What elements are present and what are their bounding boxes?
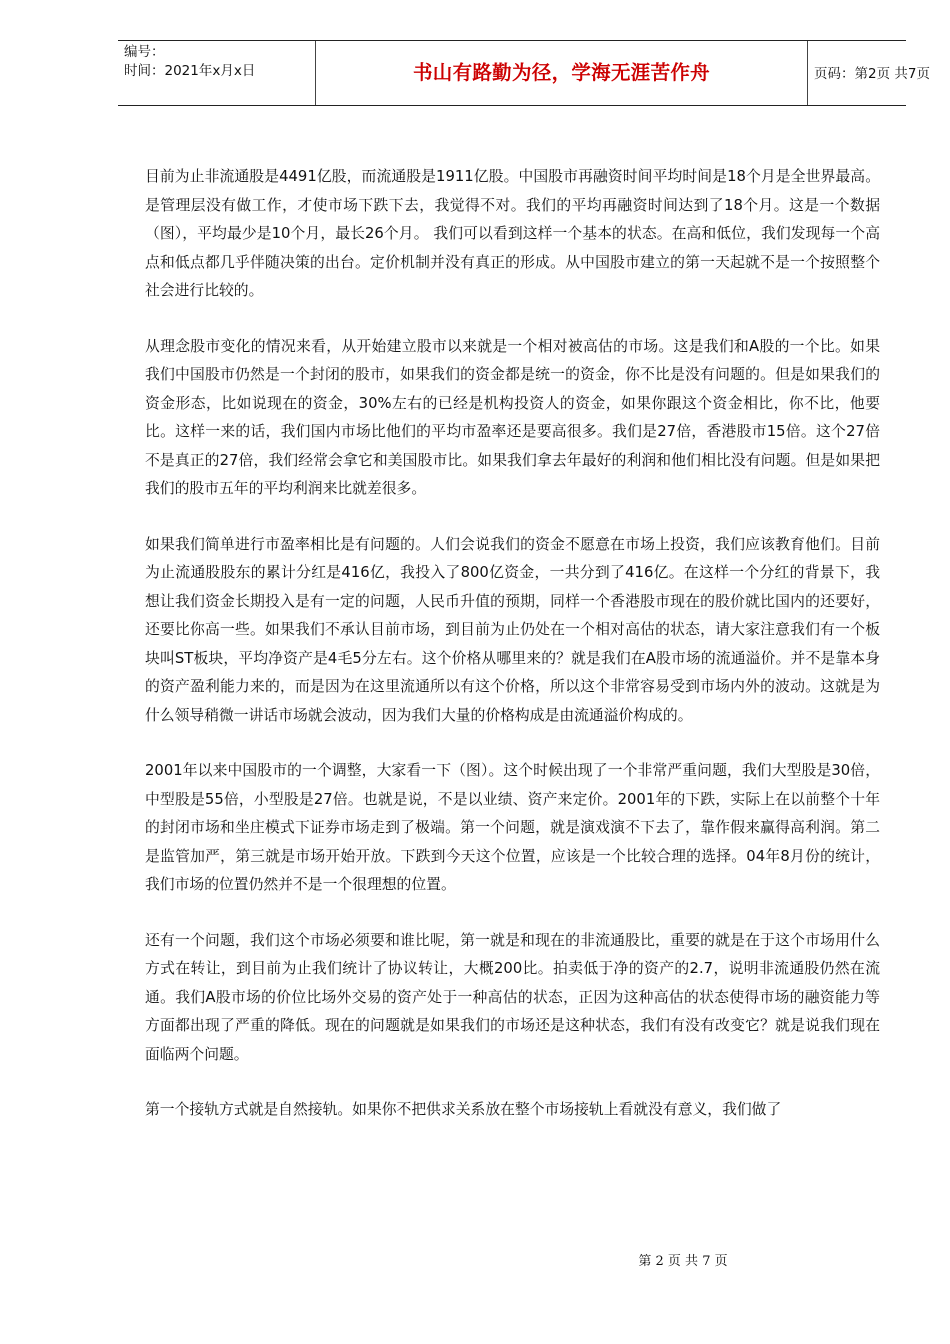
time-label: 时间：2021年x月x日 bbox=[124, 63, 256, 79]
paragraph: 如果我们简单进行市盈率相比是有问题的。人们会说我们的资金不愿意在市场上投资，我们应该教育他们。目前为止流通股股东的累计分红是416亿，我投入了800亿资金，一共分到了416亿。在这样一个分红的背景下，我想让我们资金长期投入是有一定的问题，人民币升值的预期，同样一个香港股市现在的股价就比国内的还要好，还要比你高一些。如果我们不承认目前市场，到目前为止仍处在一个相对高估的状态，请大家注意我们有一个板块叫ST板块，平均净资产是4毛5分左右。这个价格从哪里来的？就是我们在A股市场的流通溢价。并不是靠本身的资产盈利能力来的，而是因为在这里流通所以有这个价格，所以这个非常容易受到市场内外的波动。这就是为什么领导稍微一讲话市场就会波动，因为我们大量的价格构成是由流通溢价构成的。 bbox=[145, 535, 880, 724]
paragraph: 从理念股市变化的情况来看，从开始建立股市以来就是一个相对被高估的市场。这是我们和A股的一个比。如果我们中国股市仍然是一个封闭的股市，如果我们的资金都是统一的资金，你不比是没有问题的。但是如果我们的资金形态，比如说现在的资金，30%左右的已经是机构投资人的资金，如果你跟这个资金相比，你不比，他要比。这样一来的话，我们国内市场比他们的平均市盈率还是要高很多。我们是27倍，香港股市15倍。这个27倍不是真正的27倍，我们经常会拿它和美国股市比。如果我们拿去年最好的利润和他们相比没有问题。但是如果把我们的股市五年的平均利润来比就差很多。 bbox=[145, 337, 880, 497]
number-label: 编号： bbox=[124, 44, 165, 60]
page-header bbox=[118, 40, 930, 106]
header-page-info: 页码：第2页 共7页 bbox=[814, 66, 930, 82]
footer-page-number: 第 2 页 共 7 页 bbox=[638, 1254, 728, 1269]
page-footer bbox=[0, 1250, 950, 1269]
document-body bbox=[145, 163, 880, 1152]
paragraph: 第一个接轨方式就是自然接轨。如果你不把供求关系放在整个市场接轨上看就没有意义，我们做了 bbox=[145, 1101, 782, 1118]
paragraph: 2001年以来中国股市的一个调整，大家看一下（图）。这个时候出现了一个非常严重问题，我们大型股是30倍，中型股是55倍，小型股是27倍。也就是说，不是以业绩、资产来定价。2001年的下跌，实际上在以前整个十年的封闭市场和坐庄模式下证券市场走到了极端。第一个问题，就是演戏演不下去了，靠作假来赢得高利润。第二是监管加严，第三就是市场开始开放。下跌到今天这个位置，应该是一个比较合理的选择。04年8月份的统计，我们市场的位置仍然并不是一个很理想的位置。 bbox=[145, 762, 880, 893]
header-meta bbox=[118, 41, 316, 105]
paragraph: 还有一个问题，我们这个市场必须要和谁比呢，第一就是和现在的非流通股比，重要的就是在于这个市场用什么方式在转让，到目前为止我们统计了协议转让，大概200比。拍卖低于净的资产的2.7，说明非流通股仍然在流通。我们A股市场的价位比场外交易的资产处于一种高估的状态，正因为这种高估的状态使得市场的融资能力等方面都出现了严重的降低。现在的问题就是如果我们的市场还是这种状态，我们有没有改变它？就是说我们现在面临两个问题。 bbox=[145, 931, 880, 1063]
paragraph: 目前为止非流通股是4491亿股，而流通股是1911亿股。中国股市再融资时间平均时间是18个月是全世界最高。是管理层没有做工作，才使市场下跌下去，我觉得不对。我们的平均再融资时间达到了18个月。这是一个数据（图），平均最少是10个月，最长26个月。 我们可以看到这样一个基本的状态。在高和低位，我们发现每一个高点和低点都几乎伴随决策的出台。定价机制并没有真正的形成。从中国股市建立的第一天起就不是一个按照整个社会进行比较的。 bbox=[145, 168, 880, 299]
header-motto: 书山有路勤为径，学海无涯苦作舟 bbox=[316, 41, 808, 105]
